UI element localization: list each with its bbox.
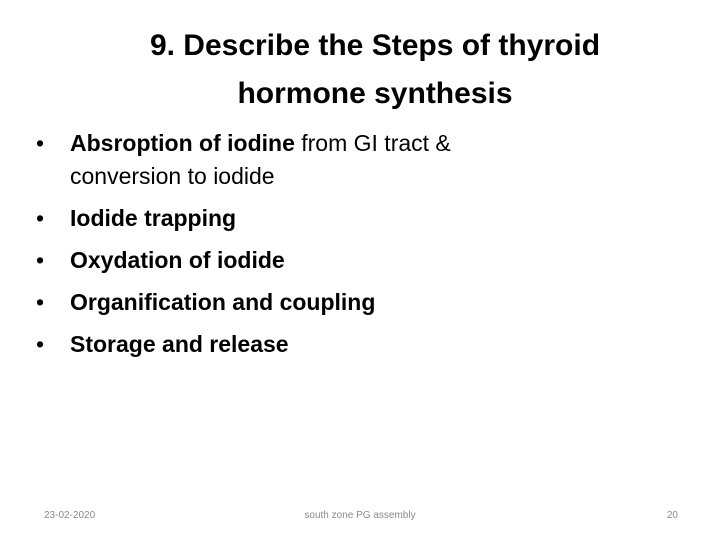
bullet-item-absorption xyxy=(30,132,670,188)
bullet-bold-text: Oxydation of iodide xyxy=(70,247,285,273)
bullet-bold-text: Organification and coupling xyxy=(70,289,376,315)
bullet-list xyxy=(30,132,670,375)
bullet-dot-icon: • xyxy=(35,205,45,231)
bullet-item-oxidation xyxy=(30,249,670,272)
slide-title-line-2: hormone synthesis xyxy=(237,77,513,110)
bullet-continuation-text: conversion to iodide xyxy=(70,163,275,189)
bullet-item-organification xyxy=(30,291,670,314)
bullet-item-storage xyxy=(30,333,670,356)
bullet-bold-text: Iodide trapping xyxy=(70,205,237,231)
slide-title-line-1: 9. Describe the Steps of thyroid xyxy=(149,29,601,62)
bullet-item-trapping xyxy=(30,207,670,230)
bullet-bold-text: Storage and release xyxy=(70,331,289,357)
bullet-dot-icon: • xyxy=(35,247,45,273)
bullet-dot-icon: • xyxy=(35,130,45,156)
slide-title xyxy=(60,22,690,118)
bullet-dot-icon: • xyxy=(35,289,45,315)
footer-date: 23-02-2020 xyxy=(44,510,96,521)
footer-page-number: 20 xyxy=(666,510,678,521)
bullet-plain-text: from GI tract & xyxy=(294,130,451,156)
footer-event-name: south zone PG assembly xyxy=(304,510,416,521)
bullet-dot-icon: • xyxy=(35,331,45,357)
bullet-bold-text: Absroption of iodine xyxy=(70,130,295,156)
